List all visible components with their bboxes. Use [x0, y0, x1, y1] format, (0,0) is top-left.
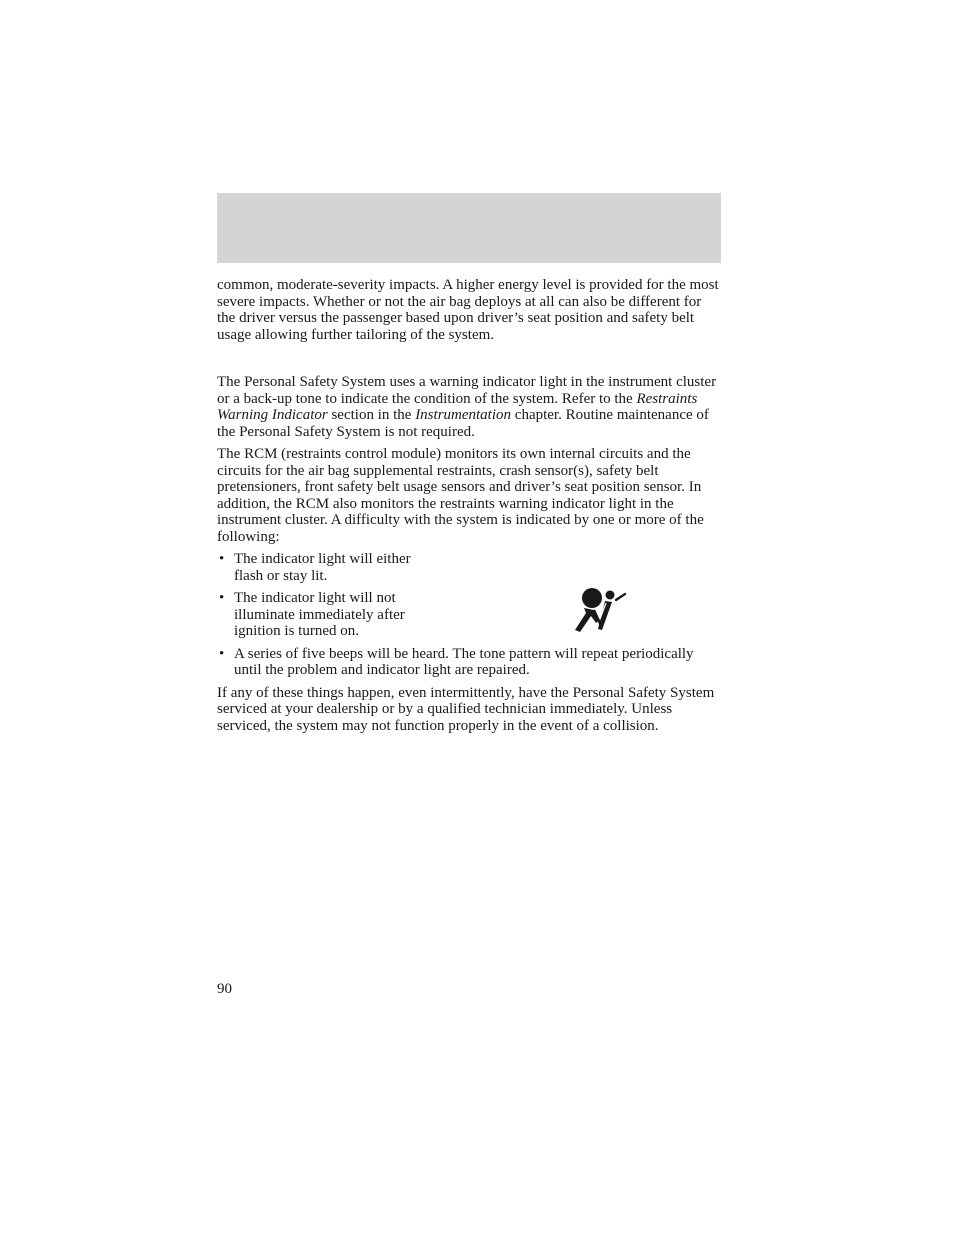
airbag-warning-icon — [572, 586, 628, 634]
instrumentation-ref: Instrumentation — [415, 407, 512, 423]
page-number: 90 — [217, 981, 232, 997]
header-band — [217, 193, 721, 263]
text-segment: The Personal Safety System uses a warning indicator light in the instrument cluster or a back-up tone to indicate the condition of the system. Refer to the — [217, 374, 717, 407]
paragraph-energy-levels: common, moderate-severity impacts. A higher energy level is provided for the most severe impacts. Whether or not the air bag deploys at all can also be different for the driver versus the passenger based upon driver’s seat position and safety belt usage allowing further tailoring of the system. — [217, 277, 719, 343]
page-content — [217, 277, 722, 734]
restraints-warning-indicator-ref: Restraints Warning Indicator — [217, 390, 698, 423]
symptom-list — [217, 551, 722, 679]
list-item-text: A series of five beeps will be heard. The tone pattern will repeat periodically until the problem and indicator light are repaired. — [234, 645, 694, 678]
list-item-text: The indicator light will either flash or stay lit. — [234, 551, 411, 584]
paragraph-warning-indicator — [217, 374, 722, 440]
bullet-dot: • — [219, 645, 225, 662]
bullet-dot: • — [219, 590, 225, 606]
text-segment: section in the — [327, 407, 416, 423]
paragraph-rcm: The RCM (restraints control module) monitors its own internal circuits and the circuits for the air bag supplemental restraints, crash sensor(s), safety belt pretensioners, front safety belt usage sensors and driver’s seat position sensor. In addition, the RCM also monitors the restraints warning indicator light in the instrument cluster. A difficulty with the system is indicated by one or more of the following: — [217, 446, 704, 545]
list-item — [217, 646, 722, 679]
list-item — [217, 590, 439, 640]
list-item — [217, 551, 439, 584]
bullet-dot: • — [219, 551, 225, 567]
text-segment: chapter. Routine maintenance of the Personal Safety System is not required. — [217, 407, 709, 440]
list-item-text: The indicator light will not illuminate immediately after ignition is turned on. — [234, 590, 405, 639]
paragraph-service-advice: If any of these things happen, even intermittently, have the Personal Safety System serviced at your dealership or by a qualified technician immediately. Unless serviced, the system may not function properly in the event of a collision. — [217, 684, 715, 734]
